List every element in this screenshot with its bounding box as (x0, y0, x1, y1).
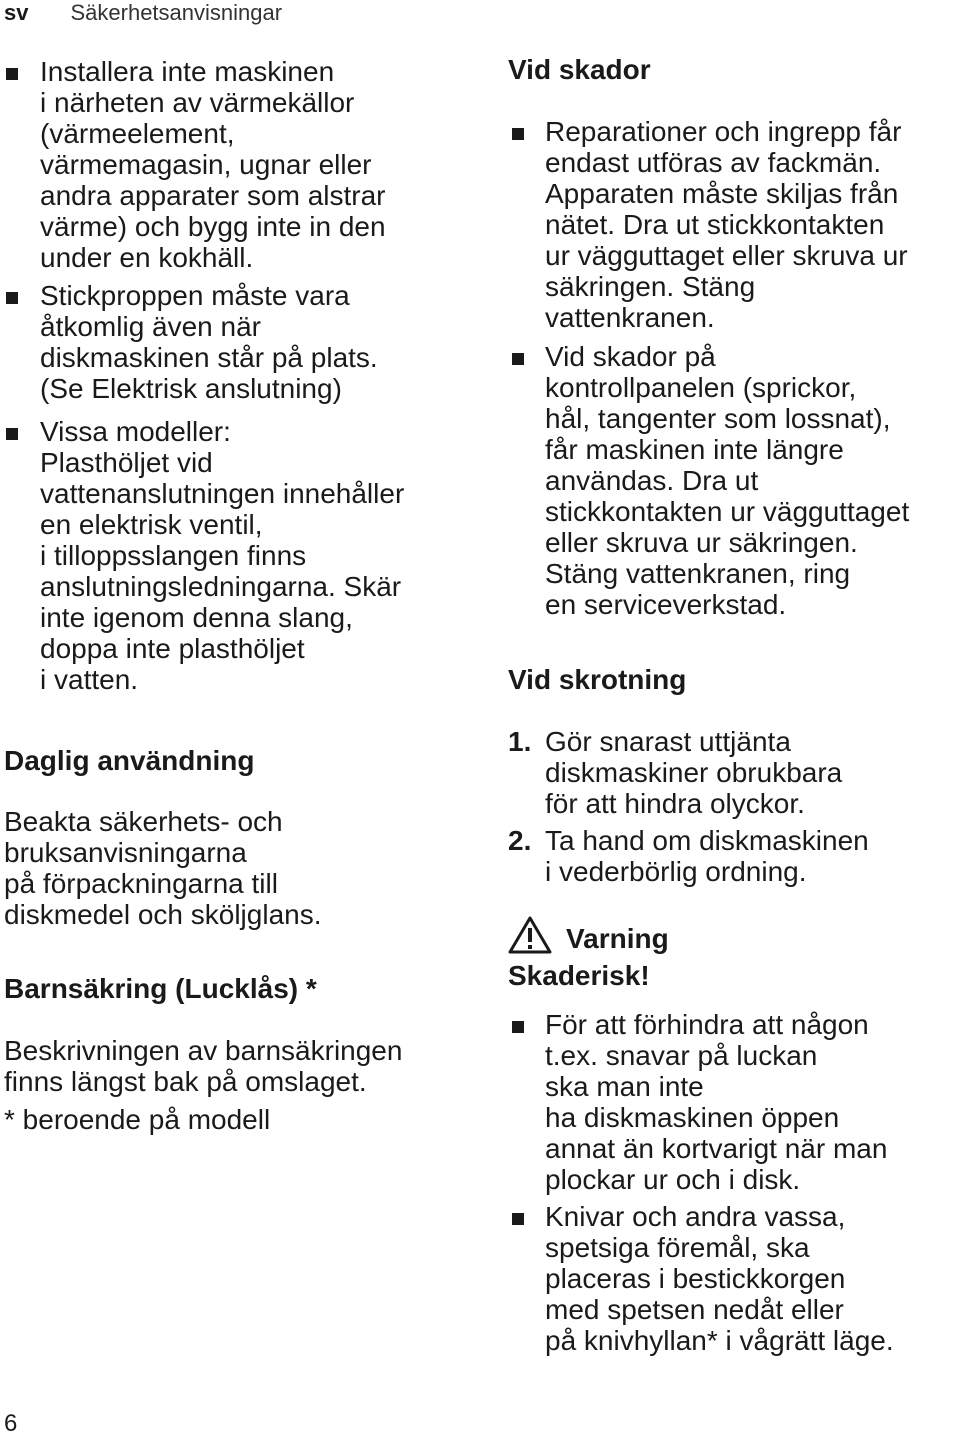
page-header (4, 0, 282, 26)
bullet-text: Stickproppen måste vara åtkomlig även när diskmaskinen står på plats. (Se Elektrisk anslutning) (40, 280, 378, 404)
child-lock-text: Beskrivningen av barnsäkringen finns längst bak på omslaget. (4, 1035, 403, 1097)
bullet-text: Installera inte maskinen i närheten av värmekällor (värmeelement, värmemagasin, ugnar eller andra apparater som alstrar värme) och bygg inte in den under en kokhäll. (40, 56, 386, 273)
bullet-icon (512, 1021, 524, 1033)
warning-label: Varning (566, 923, 669, 954)
bullet-text: För att förhindra att någon t.ex. snavar på luckan ska man inte ha diskmaskinen öppen annat än kortvarigt när man plockar ur och i disk. (545, 1009, 888, 1195)
bullet-icon (6, 68, 18, 80)
warning-title: Skaderisk! (508, 960, 650, 991)
step-number: 2. (508, 825, 532, 856)
bullet-icon (6, 292, 18, 304)
step-text: Ta hand om diskmaskinen i vederbörlig ordning. (545, 825, 869, 887)
bullet-text: Knivar och andra vassa, spetsiga föremål, ska placeras i bestickkorgen med spetsen nedåt eller på knivhyllan* i vågrätt läge. (545, 1201, 894, 1356)
bullet-icon (512, 128, 524, 140)
bullet-icon (6, 428, 18, 440)
bullet-text: Vissa modeller: Plasthöljet vid vattenanslutningen innehåller en elektrisk ventil, i tilloppsslangen finns anslutningsledningarna. Skär inte igenom denna slang, doppa inte plasthöljet i vatten. (40, 416, 405, 695)
disposal-heading: Vid skrotning (508, 664, 687, 695)
section-title: Säkerhetsanvisningar (70, 0, 283, 25)
daily-use-text: Beakta säkerhets- och bruksanvisningarna på förpackningarna till diskmedel och sköljglans. (4, 806, 322, 930)
damage-heading: Vid skador (508, 54, 651, 85)
language-code: sv (4, 0, 29, 25)
step-number: 1. (508, 726, 532, 757)
step-text: Gör snarast uttjänta diskmaskiner obrukbara för att hindra olyckor. (545, 726, 843, 819)
bullet-icon (512, 1213, 524, 1225)
bullet-text: Reparationer och ingrepp får endast utföras av fackmän. Apparaten måste skiljas från nätet. Dra ut stickkontakten ur vägguttaget eller skruva ur säkringen. Stäng vattenkranen. (545, 116, 908, 333)
bullet-icon (512, 353, 524, 365)
warning-triangle-icon (508, 916, 552, 954)
page-number: 6 (4, 1410, 18, 1437)
bullet-text: Vid skador på kontrollpanelen (sprickor, hål, tangenter som lossnat), får maskinen inte längre användas. Dra ut stickkontakten ur vägguttaget eller skruva ur säkringen. Stäng vattenkranen, ring en serviceverkstad. (545, 341, 910, 620)
daily-use-heading: Daglig användning (4, 745, 255, 776)
footnote: * beroende på modell (4, 1104, 271, 1135)
child-lock-heading: Barnsäkring (Lucklås) * (4, 973, 317, 1004)
